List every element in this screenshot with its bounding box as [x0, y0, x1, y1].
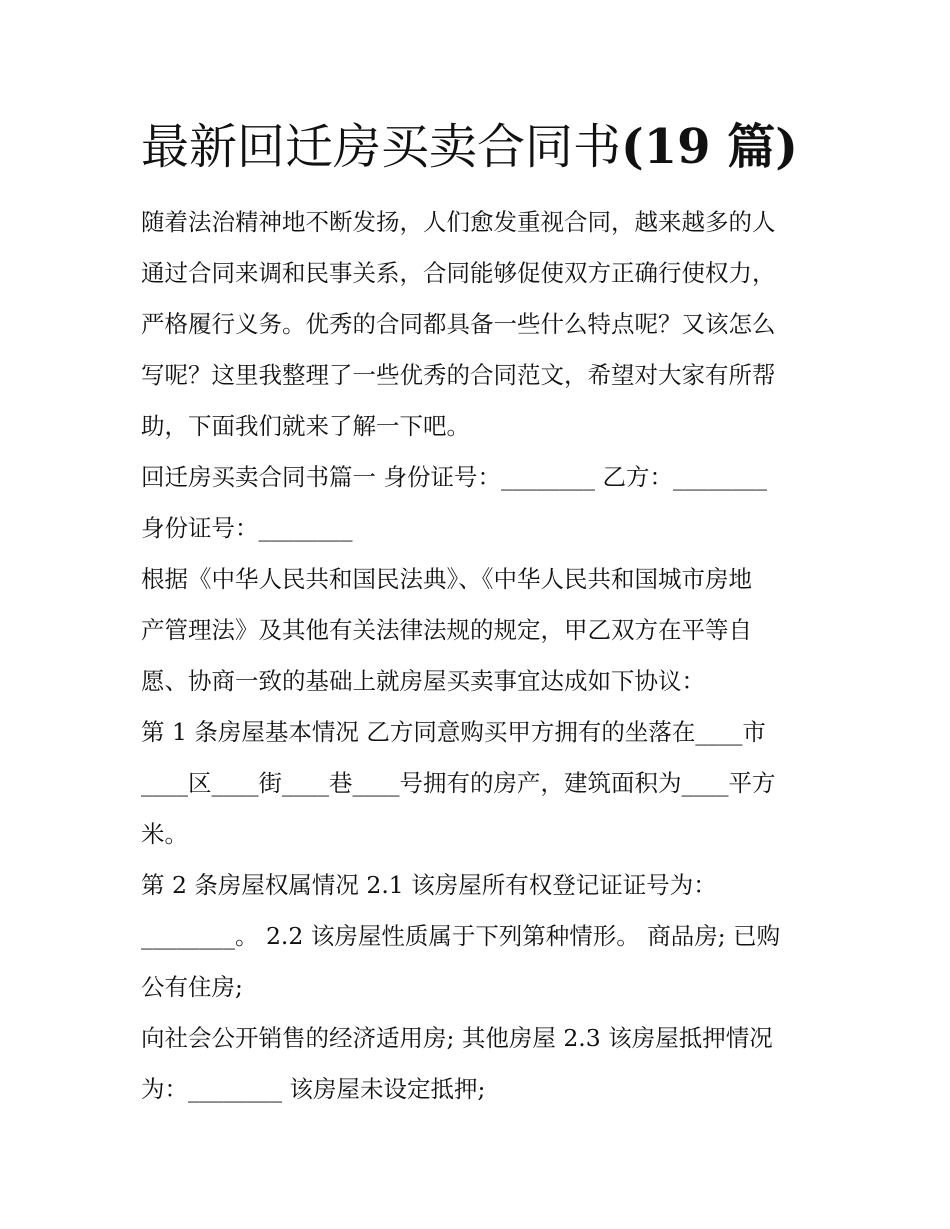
body-line: 写呢？这里我整理了一些优秀的合同范文，希望对大家有所帮: [141, 361, 776, 389]
document-body: [141, 199, 821, 1117]
body-line: 身份证号：________: [141, 514, 353, 542]
document-title-main: 最新回迁房买卖合同书: [141, 119, 622, 175]
body-line: 助，下面我们就来了解一下吧。: [141, 412, 470, 440]
body-line: 愿、协商一致的基础上就房屋买卖事宜达成如下协议：: [141, 667, 705, 695]
body-line: 回迁房买卖合同书篇一 身份证号：________ 乙方：________: [141, 463, 767, 491]
body-line: 产管理法》及其他有关法律法规的规定，甲乙双方在平等自: [141, 616, 752, 644]
body-line: 米。: [141, 820, 188, 848]
body-line: ____区____街____巷____号拥有的房产，建筑面积为____平方: [141, 769, 776, 797]
body-line: 根据《中华人民共和国民法典》、《中华人民共和国城市房地: [141, 565, 752, 593]
body-line: 公有住房;: [141, 973, 243, 1001]
body-line: 第 2 条房屋权属情况 2.1 该房屋所有权登记证证号为：: [141, 871, 717, 899]
body-line: 为：________ 该房屋未设定抵押;: [141, 1075, 486, 1103]
body-line: 通过合同来调和民事关系，合同能够促使双方正确行使权力，: [141, 259, 776, 287]
body-line: ________。 2.2 该房屋性质属于下列第种情形。 商品房; 已购: [141, 922, 781, 950]
document-title-count: (19 篇): [621, 119, 798, 175]
body-line: 向社会公开销售的经济适用房; 其他房屋 2.3 该房屋抵押情况: [141, 1024, 773, 1052]
body-line: 随着法治精神地不断发扬，人们愈发重视合同，越来越多的人: [141, 208, 776, 236]
body-line: 第 1 条房屋基本情况 乙方同意购买甲方拥有的坐落在____市: [141, 718, 766, 746]
document-title: [141, 112, 841, 182]
body-line: 严格履行义务。优秀的合同都具备一些什么特点呢？又该怎么: [141, 310, 776, 338]
